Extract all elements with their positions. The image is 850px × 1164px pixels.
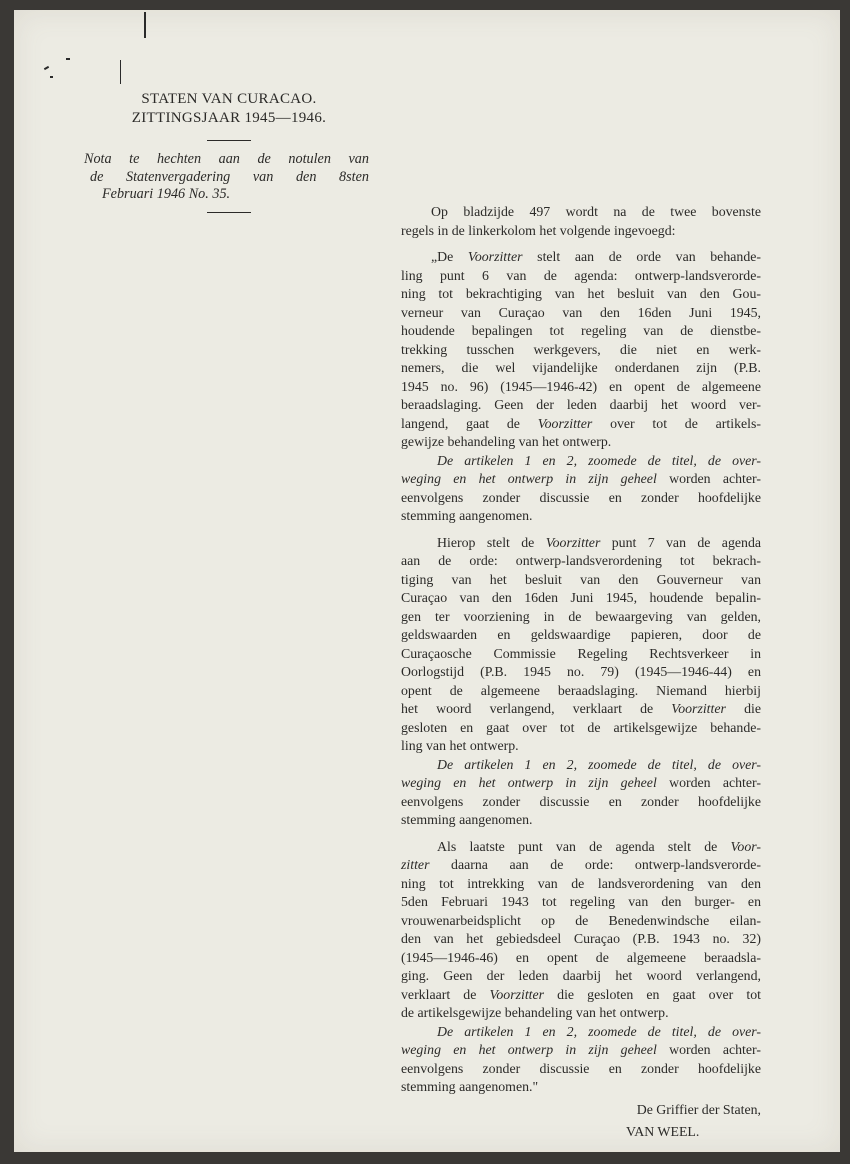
note-line: de Statenvergadering van den 8sten (90, 168, 369, 185)
text-line: Oorlogstijd (P.B. 1945 no. 79) (1945—1946-44) en (401, 664, 761, 679)
scan-speck (44, 66, 49, 70)
text-line: houdende bepalingen tot regeling van de dienstbe- (401, 323, 761, 338)
text-line: verklaart de Voorzitter die gesloten en gaat over tot (401, 986, 761, 1002)
text-line: opent de algemeene beraadslaging. Niemand hierbij (401, 682, 761, 698)
text-line: ling punt 6 van de agenda: ontwerp-landsverorde- (401, 267, 761, 283)
text-line: De artikelen 1 en 2, zoomede de titel, de over- (437, 1023, 761, 1039)
text-line: gesloten en gaat over tot de artikelsgewijze behande- (401, 719, 761, 735)
text-line: langend, gaat de Voorzitter over tot de artikels- (401, 415, 761, 431)
paragraph-point-7-result (401, 756, 761, 830)
text-line: nemers, die wel vijandelijke onderdanen zijn (P.B. (401, 360, 761, 375)
header-session: ZITTINGSJAAR 1945—1946. (131, 110, 327, 126)
paragraph-point-6 (401, 248, 761, 452)
text-line: trekking tusschen werkgevers, die niet en werk- (401, 341, 761, 357)
signature-name: VAN WEEL. (626, 1124, 700, 1139)
text-line: Curaçao van den 16den Juni 1945, houdende bepalin- (401, 590, 761, 605)
text-line: eenvolgens zonder discussie en zonder hoofdelijke (401, 793, 761, 809)
text-line: de artikelsgewijze behandeling van het ontwerp. (401, 1005, 669, 1020)
text-line: stemming aangenomen." (401, 1079, 539, 1094)
paragraph-last-point (401, 838, 761, 1023)
text-line: tiging van het besluit van den Gouverneur van (401, 571, 761, 587)
text-line: ging. Geen der leden daarbij het woord verlangend, (401, 968, 761, 983)
text-line: verneur van Curaçao van den 16den Juni 1945, (401, 304, 761, 320)
text-line: ling van het ontwerp. (401, 738, 519, 753)
note-text (84, 151, 369, 204)
text-line: weging en het ontwerp in zijn geheel worden achter- (401, 471, 761, 486)
text-line: geldswaarden en geldswaardige papieren, door de (401, 627, 761, 642)
text-line: 1945 no. 96) (1945—1946-42) en opent de algemeene (401, 378, 761, 394)
text-line: vrouwenarbeidsplicht op de Benedenwindsche eilan- (401, 912, 761, 928)
text-line: De artikelen 1 en 2, zoomede de titel, de over- (437, 756, 761, 772)
text-line: ning tot intrekking van de landsverordening van den (401, 875, 761, 891)
text-line: Op bladzijde 497 wordt na de twee bovenste (431, 204, 761, 219)
document-header (84, 90, 374, 213)
note-line: Nota te hechten aan de notulen van (84, 151, 369, 167)
paragraph-point-7 (401, 534, 761, 756)
paragraph-last-point-result (401, 1023, 761, 1097)
text-line: aan de orde: ontwerp-landsverordening tot bekrach- (401, 553, 761, 568)
text-line: stemming aangenomen. (401, 508, 533, 523)
scan-speck (50, 76, 53, 78)
text-line: 5den Februari 1943 tot regeling van den burger- en (401, 894, 761, 909)
text-line: stemming aangenomen. (401, 812, 533, 827)
text-line: ning tot bekrachtiging van het besluit van den Gou- (401, 286, 761, 301)
text-line: Hierop stelt de Voorzitter punt 7 van de agenda (437, 534, 762, 550)
text-line: De artikelen 1 en 2, zoomede de titel, de over- (437, 452, 761, 468)
text-line: het woord verlangend, verklaart de Voorzitter die (401, 701, 761, 716)
text-line: (1945—1946-46) en opent de algemeene beraadsla- (401, 949, 761, 965)
signature-title: De Griffier der Staten, (636, 1101, 761, 1117)
text-line: gewijze behandeling van het ontwerp. (401, 434, 612, 449)
text-line: gen ter voorziening in de bewaargeving van gelden, (401, 608, 761, 624)
text-line: weging en het ontwerp in zijn geheel worden achter- (401, 775, 761, 790)
text-line: Als laatste punt van de agenda stelt de Voor- (437, 838, 761, 854)
text-line: eenvolgens zonder discussie en zonder hoofdelijke (401, 1060, 761, 1076)
text-line: weging en het ontwerp in zijn geheel worden achter- (401, 1042, 761, 1057)
scan-speck (66, 58, 70, 60)
document-page (14, 10, 840, 1152)
text-line: regels in de linkerkolom het volgende ingevoegd: (401, 222, 676, 238)
header-divider (207, 140, 251, 141)
scan-mark (120, 60, 121, 84)
scan-mark (144, 12, 146, 38)
header-title: STATEN VAN CURACAO. (141, 91, 317, 107)
intro-paragraph (401, 203, 761, 240)
note-divider (207, 212, 251, 213)
body-column (401, 203, 761, 1142)
paragraph-point-6-result (401, 452, 761, 526)
text-line: zitter daarna aan de orde: ontwerp-landsverorde- (401, 857, 761, 872)
text-line: den van het gebiedsdeel Curaçao (P.B. 1943 no. 32) (401, 931, 761, 946)
note-line: Februari 1946 No. 35. (102, 186, 231, 202)
text-line: eenvolgens zonder discussie en zonder hoofdelijke (401, 489, 761, 505)
text-line: Curaçaosche Commissie Regeling Rechtsverkeer in (401, 645, 761, 661)
text-line: beraadslaging. Geen der leden daarbij het woord ver- (401, 397, 761, 412)
text-line: „De Voorzitter stelt aan de orde van behande- (431, 249, 761, 264)
